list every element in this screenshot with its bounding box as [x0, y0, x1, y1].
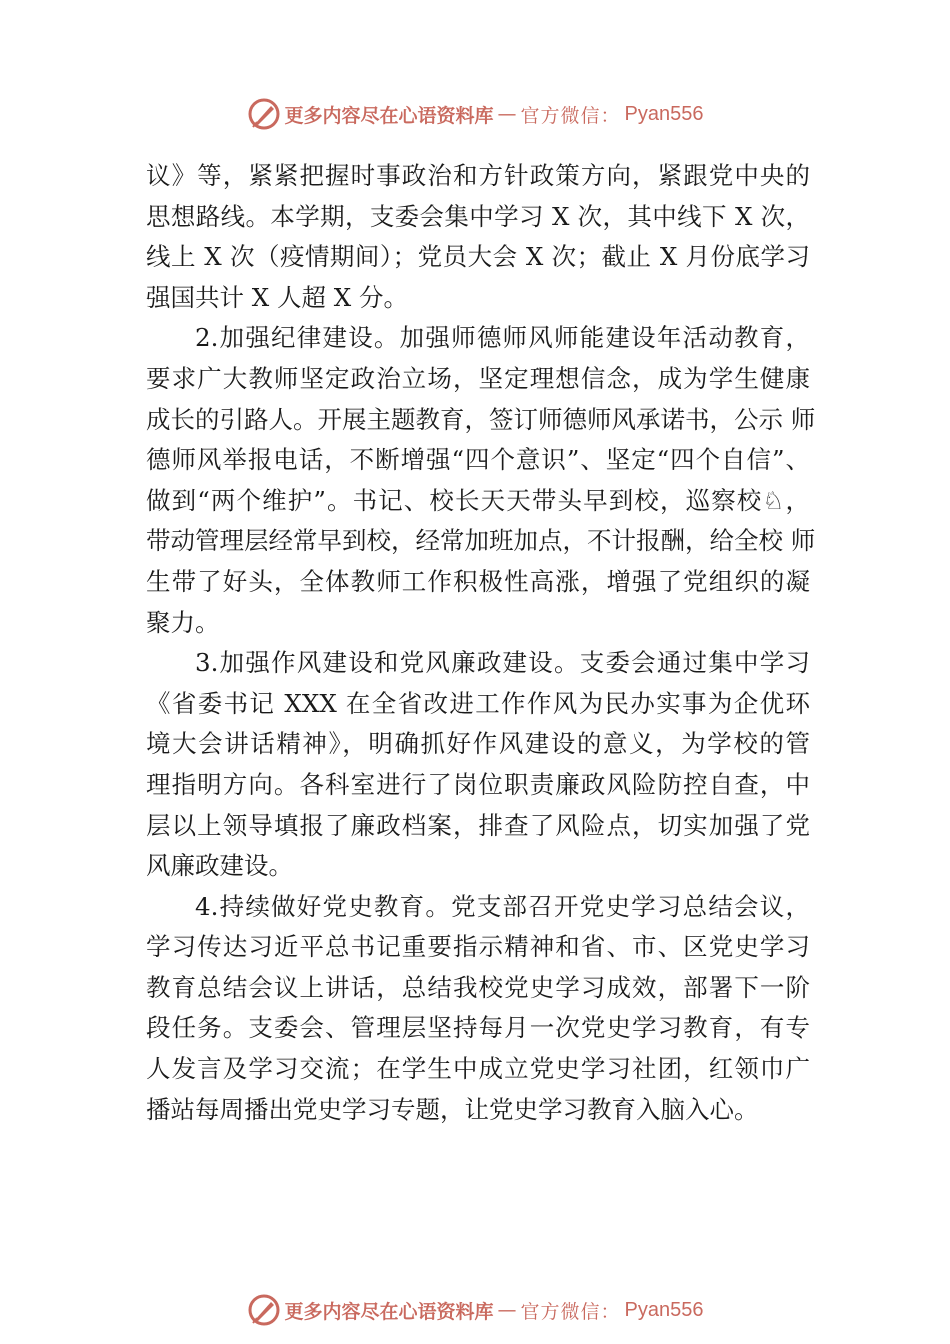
watermark-dash: —: [497, 1299, 517, 1321]
section-heading-line: 3.加强作风建设和党风廉政建设。支委会通过集中学习: [195, 648, 810, 678]
header-watermark: [0, 94, 950, 134]
text-line: 德师风举报电话，不断增强“四个意识”、坚定“四个自信”、: [146, 445, 810, 475]
text-line: 做到“两个维护”。书记、校长天天带头早到校，巡察校♘，: [146, 485, 810, 515]
watermark-wechat-id: Pyan556: [624, 1298, 704, 1321]
text-line: 播站每周播出党史学习专题，让党史学习教育入脑入心。: [146, 1094, 759, 1124]
footer-watermark: [0, 1290, 950, 1330]
text-line: 理指明方向。各科室进行了岗位职责廉政风险防控自查，中: [146, 769, 810, 799]
watermark-brand: 更多内容尽在心语资料库: [284, 104, 494, 127]
text-line: 带动管理层经常早到校，经常加班加点，不计报酬，给全校 师: [146, 526, 816, 556]
watermark-wechat-label: 官方微信：: [520, 104, 621, 127]
text-line: 思想路线。本学期，支委会集中学习 X 次，其中线下 X 次，: [146, 201, 810, 231]
section-heading-line: 2.加强纪律建设。加强师德师风师能建设年活动教育，: [195, 323, 810, 353]
text-line: 段任务。支委会、管理层坚持每月一次党史学习教育，有专: [146, 1013, 810, 1043]
text-line: 人发言及学习交流；在学生中成立党史学习社团，红领巾广: [146, 1054, 810, 1084]
section-heading-line: 4.持续做好党史教育。党支部召开党史学习总结会议，: [195, 891, 810, 921]
text-line: 教育总结会议上讲话，总结我校党史学习成效，部署下一阶: [146, 972, 810, 1002]
text-line: 成长的引路人。开展主题教育，签订师德师风承诺书，公示 师: [146, 404, 816, 434]
text-line: 强国共计 X 人超 X 分。: [146, 282, 409, 312]
text-line: 议》等，紧紧把握时事政治和方针政策方向，紧跟党中央的: [146, 161, 810, 190]
text-line: 聚力。: [146, 607, 220, 637]
text-line: 要求广大教师坚定政治立场，坚定理想信念，成为学生健康: [146, 363, 810, 393]
text-line: 学习传达习近平总书记重要指示精神和省、市、区党史学习: [146, 932, 810, 962]
text-line: 境大会讲话精神》，明确抓好作风建设的意义，为学校的管: [146, 729, 810, 759]
text-line: 生带了好头，全体教师工作积极性高涨，增强了党组织的凝: [146, 566, 810, 596]
text-line: 《省委书记 XXX 在全省改进工作作风为民办实事为企优环: [146, 688, 810, 718]
watermark-wechat-label: 官方微信：: [520, 1300, 621, 1323]
text-line: 风廉政建设。: [146, 851, 293, 881]
quill-circle-logo-icon: [247, 97, 281, 131]
document-body: [146, 156, 816, 1130]
watermark-dash: —: [497, 103, 517, 125]
watermark-wechat-id: Pyan556: [624, 102, 704, 125]
quill-circle-logo-icon: [247, 1293, 281, 1327]
watermark-brand: 更多内容尽在心语资料库: [284, 1300, 494, 1323]
text-line: 层以上领导填报了廉政档案，排查了风险点，切实加强了党: [146, 810, 810, 840]
text-line: 线上 X 次（疫情期间）；党员大会 X 次；截止 X 月份底学习: [146, 242, 810, 272]
